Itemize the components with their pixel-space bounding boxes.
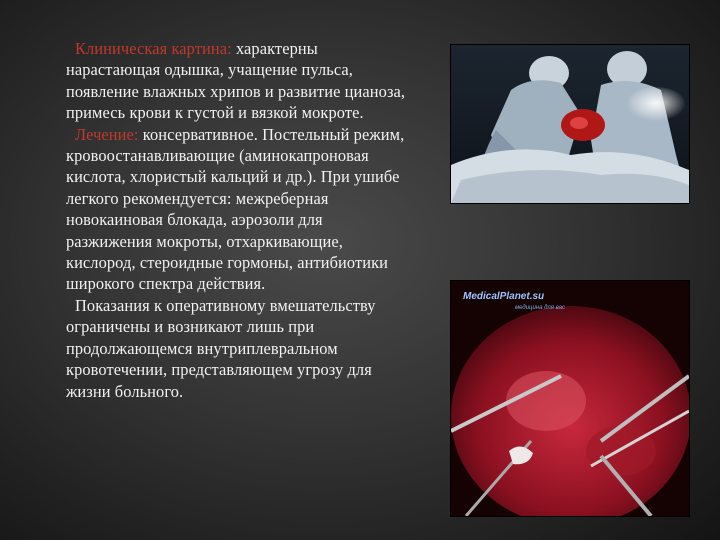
watermark-text: MedicalPlanet.su xyxy=(463,291,545,302)
slide-text xyxy=(52,38,412,402)
clinical-picture-text: характерны нарастающая одышка, учащение пульса, появление влажных хрипов и развитие цианоза, примесь крови к густой и вязкой мокроте. xyxy=(66,39,406,123)
watermark-subtext: медицина для вас xyxy=(515,305,566,311)
surgery-indications-text: Показания к оперативному вмешательству ограничены и возникают лишь при продолжающемся внутриплевральном кровотечении, представляющем угрозу для жизни больного. xyxy=(66,295,376,401)
surgeons-image xyxy=(451,45,689,203)
lung-surgery-photo xyxy=(450,280,690,517)
paragraph-treatment xyxy=(66,124,412,295)
treatment-text: консервативное. Постельный режим, кровоостанавливающие (аминокапроновая кислота, хлористый кальций и др.). При ушибе легкого рекомендуется: межреберная новокаиновая блокада, аэрозоли для разжижения мокроты, отхаркивающие, кислород, стероидные гормоны, антибиотики широкого спектра действия. xyxy=(66,124,405,294)
surgeons-photo xyxy=(450,44,690,204)
treatment-label: Лечение: xyxy=(75,124,139,144)
paragraph-clinical-picture xyxy=(66,38,412,124)
paragraph-surgery-indications xyxy=(66,295,412,402)
clinical-picture-label: Клиническая картина: xyxy=(75,39,232,58)
lung-surgery-image xyxy=(451,281,689,516)
